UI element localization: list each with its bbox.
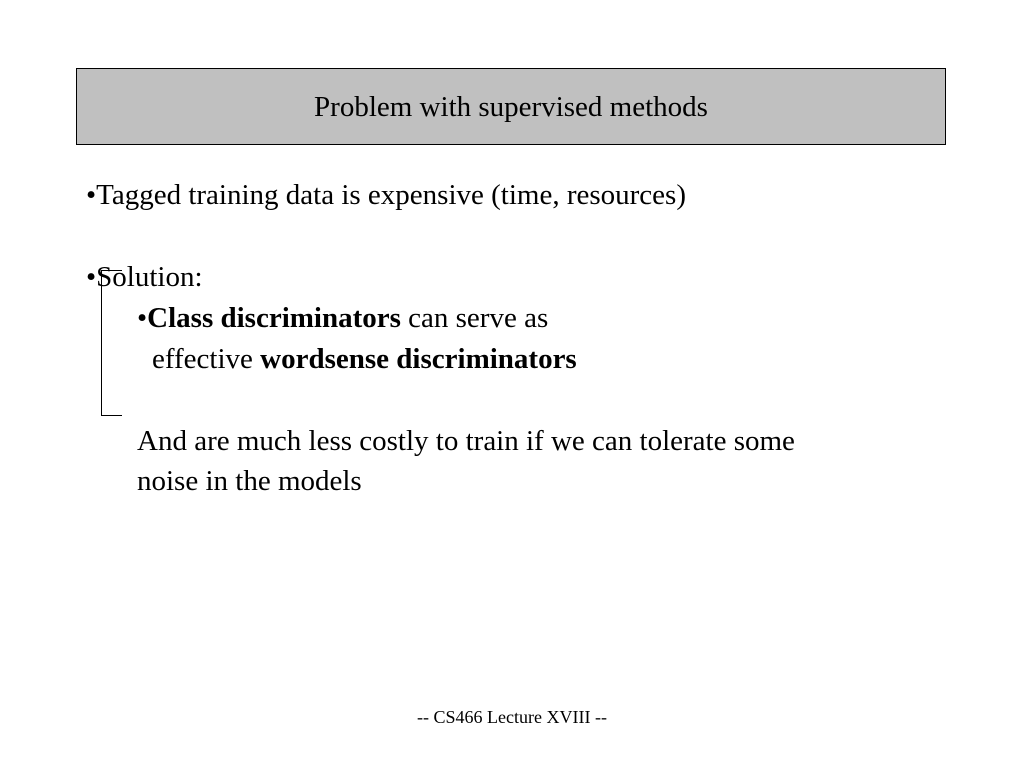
class-discriminators-term: Class discriminators xyxy=(147,302,401,334)
bullet-expensive xyxy=(86,181,686,210)
bracket-connector xyxy=(101,270,122,416)
sub-bullet-line1 xyxy=(137,304,548,333)
slide-footer: -- CS466 Lecture XVIII -- xyxy=(417,707,607,727)
sub-bullet-marker: • xyxy=(137,302,148,334)
bullet-text: Tagged training data is expensive (time, resources) xyxy=(96,179,686,211)
bullet-marker: • xyxy=(86,261,97,293)
title-box xyxy=(76,68,946,145)
sub-bullet-line2 xyxy=(152,345,577,374)
bullet-marker: • xyxy=(86,179,97,211)
wordsense-discriminators-term: wordsense discriminators xyxy=(260,343,577,375)
sub-bullet-text: can serve as xyxy=(400,302,549,334)
paragraph-line1: And are much less costly to train if we can tolerate some xyxy=(137,425,795,457)
paragraph-line2: noise in the models xyxy=(137,465,362,497)
sub-bullet-text: effective xyxy=(152,343,261,375)
bullet-text: Solution: xyxy=(96,261,203,293)
slide-title: Problem with supervised methods xyxy=(314,91,708,123)
